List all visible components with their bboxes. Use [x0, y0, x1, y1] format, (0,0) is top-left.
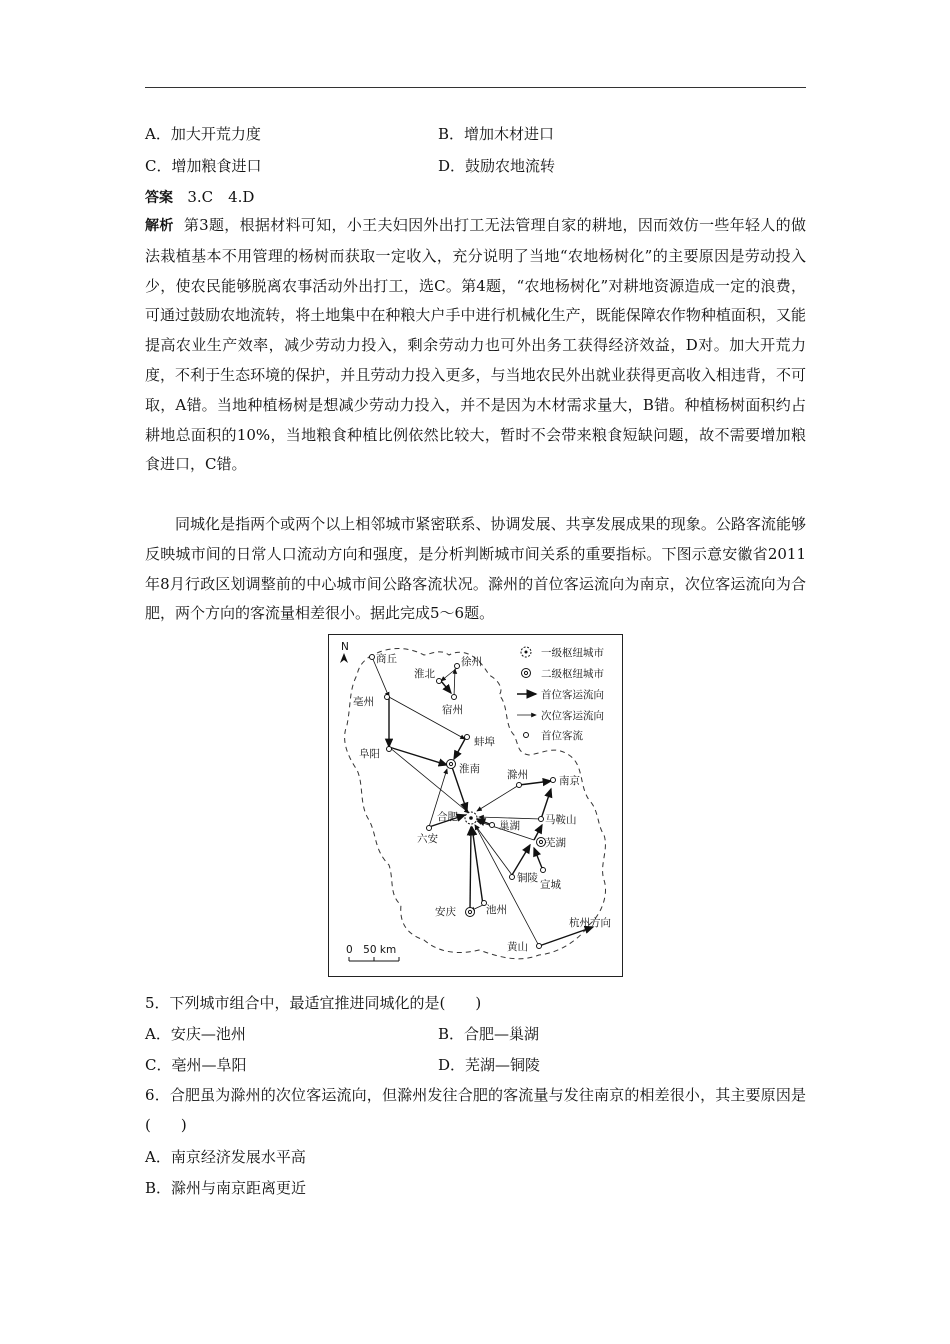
city-xuancheng: 宣城	[540, 879, 561, 891]
north-arrow-icon	[340, 653, 348, 663]
city-hangzhou-direction: 杭州方向	[569, 917, 611, 929]
city-hefei: 合肥	[437, 811, 458, 823]
q5-option-d: D．芜湖—铜陵	[438, 1056, 541, 1074]
city-xuzhou: 徐州	[461, 656, 482, 668]
scale-label: 0 50 km	[346, 944, 397, 956]
header-rule	[145, 87, 806, 88]
legend-level2: 二级枢纽城市	[541, 668, 604, 680]
city-nanjing: 南京	[559, 775, 580, 787]
analysis-label: 解析	[145, 218, 174, 234]
analysis-paragraph	[145, 211, 806, 480]
city-tongling: 铜陵	[517, 872, 538, 884]
city-chuzhou: 滁州	[507, 769, 528, 781]
city-bozhou: 亳州	[353, 696, 374, 708]
q4-option-a: A．加大开荒力度	[145, 125, 261, 143]
city-huangshan: 黄山	[507, 941, 528, 953]
q6-stem: 6．合肥虽为滁州的次位客运流向，但滁州发往合肥的客流量与发往南京的相差很小，其主要原因是( )	[145, 1086, 806, 1134]
city-chaohu: 巢湖	[499, 820, 520, 832]
legend-level1: 一级枢纽城市	[541, 647, 604, 659]
q5-option-b: B．合肥—巢湖	[438, 1025, 540, 1043]
answer-line	[145, 187, 254, 208]
answer-label: 答案	[145, 190, 173, 206]
map-svg	[329, 635, 622, 976]
q5-stem: 5．下列城市组合中，最适宜推进同城化的是( )	[145, 994, 482, 1012]
q4-option-c: C．增加粮食进口	[145, 157, 262, 175]
city-huainan: 淮南	[459, 763, 480, 775]
city-fuyang: 阜阳	[359, 748, 380, 760]
q5-option-a: A．安庆—池州	[145, 1025, 246, 1043]
map-legend	[517, 646, 604, 742]
q6-option-b: B．滁州与南京距离更近	[145, 1179, 307, 1197]
analysis-text: 第3题，根据材料可知，小王夫妇因外出打工无法管理自家的耕地，因而效仿一些年轻人的做法栽植基本不用管理的杨树而获取一定收入，充分说明了当地“农地杨树化”的主要原因是劳动投入少，使农民能够脱离农事活动外出打工，选C。第4题，“农地杨树化”对耕地资源造成一定的浪费，可通过鼓励农地流转，将土地集中在种粮大户手中进行机械化生产，既能保障农作物种植面积，又能提高农业生产效率，减少劳动力投入，剩余劳动力也可外出务工获得经济效益，D对。加大开荒力度，不利于生态环境的保护，并且劳动力投入更多，与当地农民外出就业获得更高收入相违背，不可取，A错。当地种植杨树是想减少劳动力投入，并不是因为木材需求量大，B错。种植杨树面积约占耕地总面积的10%，当地粮食种植比例依然比较大，暂时不会带来粮食短缺问题，故不需要增加粮食进口，C错。	[145, 216, 806, 474]
city-luan: 六安	[417, 833, 438, 845]
legend-secondary-flow: 次位客运流向	[541, 710, 604, 722]
legend-primary-flow: 首位客运流向	[541, 689, 604, 701]
anqing-node	[466, 908, 475, 917]
huainan-node	[447, 760, 456, 769]
city-bengbu: 蚌埠	[474, 736, 495, 748]
city-maanshan: 马鞍山	[545, 814, 577, 826]
city-chizhou: 池州	[486, 904, 507, 916]
legend-primary-passenger: 首位客流	[541, 730, 583, 742]
north-label: N	[341, 641, 349, 653]
city-wuhu: 芜湖	[545, 837, 566, 849]
city-nodes	[370, 655, 556, 949]
q4-option-b: B．增加木材进口	[438, 125, 555, 143]
city-anqing: 安庆	[435, 906, 456, 918]
q5-option-c: C．亳州—阜阳	[145, 1056, 247, 1074]
q4-option-d: D．鼓励农地流转	[438, 157, 556, 175]
city-huaibei: 淮北	[414, 668, 435, 680]
city-shangqiu: 商丘	[376, 653, 397, 665]
intro-paragraph: 同城化是指两个或两个以上相邻城市紧密联系、协调发展、共享发展成果的现象。公路客流能够反映城市间的日常人口流动方向和强度，是分析判断城市间关系的重要指标。下图示意安徽省2011年8月行政区划调整前的中心城市间公路客流状况。滁州的首位客运流向为南京，次位客运流向为合肥，两个方向的客流量相差很小。据此完成5～6题。	[145, 515, 806, 623]
anhui-passenger-flow-map	[328, 634, 623, 977]
answer-value: 3.C 4.D	[187, 188, 255, 206]
city-suzhou: 宿州	[442, 704, 463, 716]
q6-option-a: A．南京经济发展水平高	[145, 1148, 306, 1166]
